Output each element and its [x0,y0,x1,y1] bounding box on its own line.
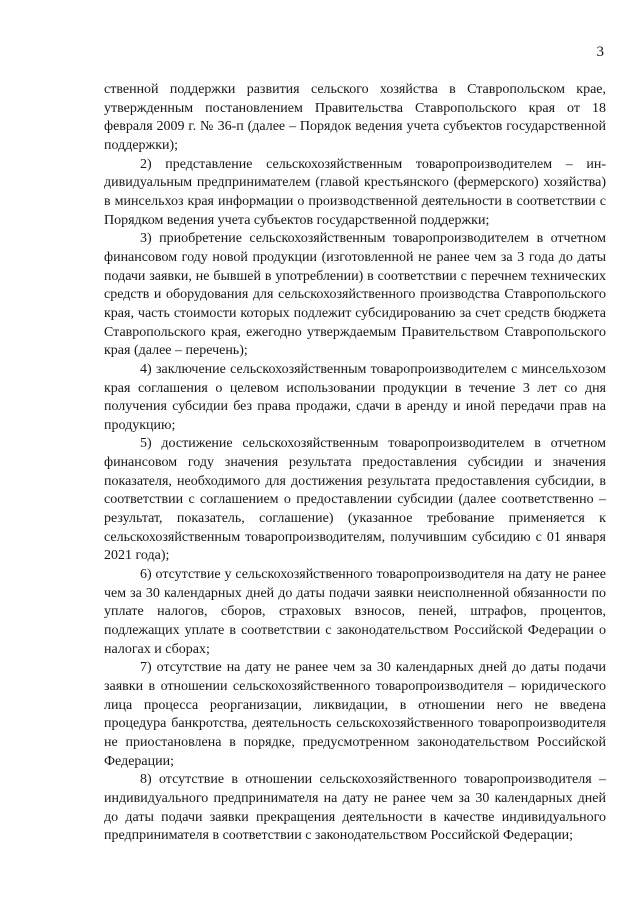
paragraph-item-2: 2) представление сельскохозяйственным товаропроизводителем – индивидуальным предпринимателем (главой крестьянского (фермерского) хозяйства) в минсельхоз края информации о производственной деятельности в соответствии с Порядком ведения учета субъектов государственной поддержки; [104,156,606,228]
document-body [104,81,606,846]
paragraph-item-5: 5) достижение сельскохозяйственным товаропроизводителем в отчетном финансовом году значения результата предоставления субсидии и значения показателя, необходимого для достижения результата предоставления субсидии, в соответствии с соглашением о предоставлении субсидии (далее соответственно – результат, показатель, соглашение) (указанное требование применяется к сельскохозяйственным товаропроизводителям, получившим субсидию с 01 января 2021 года); [104,436,606,564]
paragraph-continuation: ственной поддержки развития сельского хозяйства в Ставропольском крае, утвержденным постановлением Правительства Ставропольского края от 18 февраля 2009 г. № 36-п (далее – Порядок ведения учета субъектов государственной поддержки); [104,82,606,153]
paragraph-item-6: 6) отсутствие у сельскохозяйственного товаропроизводителя на дату не ранее чем за 30 календарных дней до даты подачи заявки неисполненной обязанности по уплате налогов, сборов, страховых взносов, пеней, штрафов, процентов, подлежащих уплате в соответствии с законодательством Российской Федерации о налогах и сборах; [104,567,606,657]
paragraph-item-4: 4) заключение сельскохозяйственным товаропроизводителем с минсельхозом края соглашения о целевом использовании продукции в течение 3 лет со дня получения субсидии без права продажи, сдачи в аренду и иной передачи прав на продукцию; [104,361,606,433]
paragraph-item-7: 7) отсутствие на дату не ранее чем за 30 календарных дней до даты подачи заявки в отношении сельскохозяйственного товаропроизводителя – юридического лица процесса реорганизации, ликвидации, в отношении него не введена процедура банкротства, деятельность сельскохозяйственного товаропроизводителя не приостановлена в порядке, предусмотренном законодательством Российской Федерации; [104,660,606,769]
paragraph-item-8: 8) отсутствие в отношении сельскохозяйственного товаропроизводителя – индивидуального предпринимателя на дату не ранее чем за 30 календарных дней до даты подачи заявки прекращения деятельности в качестве индивидуального предпринимателя в соответствии с законодательством Российской Федерации; [104,772,606,844]
page-number: 3 [596,44,604,60]
paragraph-item-3: 3) приобретение сельскохозяйственным товаропроизводителем в отчетном финансовом году новой продукции (изготовленной не ранее чем за 3 года до даты подачи заявки, не бывшей в употреблении) в соответствии с перечнем технических средств и оборудования для сельскохозяйственного производства Ставропольского края, часть стоимости которых подлежит субсидированию за счет средств бюджета Ставропольского края, ежегодно утверждаемым Правительством Ставропольского края (далее – перечень); [104,231,606,359]
